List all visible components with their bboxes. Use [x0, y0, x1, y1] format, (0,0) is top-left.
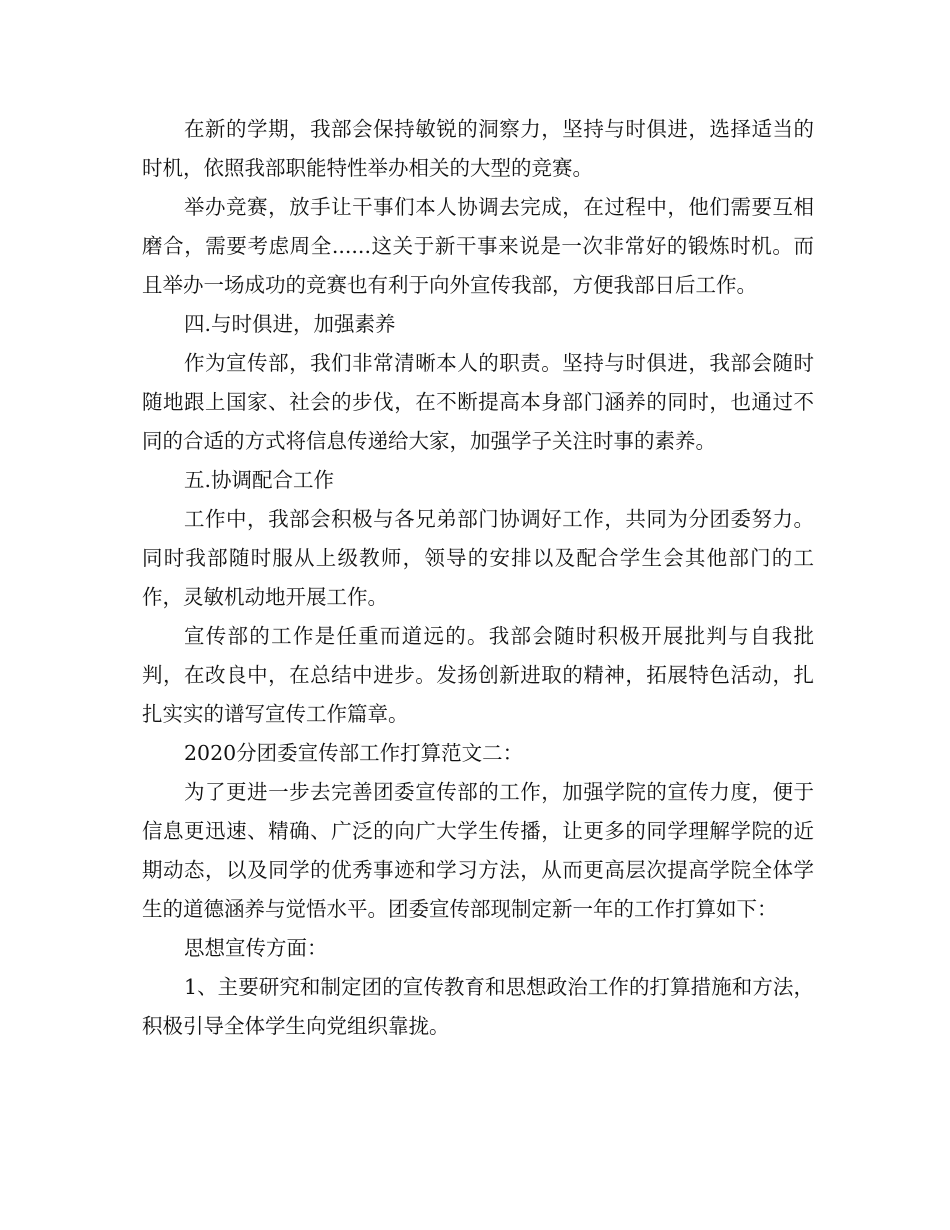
section-heading-five: 五.协调配合工作 [184, 468, 335, 492]
document-body [142, 110, 814, 1046]
subsection-ideology: 思想宣传方面： [184, 936, 328, 960]
paragraph-cooperation: 工作中，我部会积极与各兄弟部门协调好工作，共同为分团委努力。同时我部随时服从上级教师，领导的安排以及配合学生会其他部门的工作，灵敏机动地开展工作。 [142, 507, 814, 609]
list-item-1: 1、主要研究和制定团的宣传教育和思想政治工作的打算措施和方法，积极引导全体学生向党组织靠拢。 [142, 975, 814, 1038]
paragraph-plan-intro: 为了更进一步去完善团委宣传部的工作，加强学院的宣传力度，便于信息更迅速、精确、广泛的向广大学生传播，让更多的同学理解学院的近期动态，以及同学的优秀事迹和学习方法，从而更高层次提高学院全体学生的道德涵养与觉悟水平。团委宣传部现制定新一年的工作打算如下： [142, 780, 814, 921]
sample-two-title: 2020分团委宣传部工作打算范文二： [184, 741, 524, 765]
paragraph-new-semester: 在新的学期，我部会保持敏锐的洞察力，坚持与时俱进，选择适当的时机，依照我部职能特性举办相关的大型的竞赛。 [142, 117, 814, 180]
section-heading-four: 四.与时俱进，加强素养 [184, 312, 396, 336]
paragraph-summary: 宣传部的工作是任重而道远的。我部会随时积极开展批判与自我批判，在改良中，在总结中进步。发扬创新进取的精神，拓展特色活动，扎扎实实的谱写宣传工作篇章。 [142, 624, 814, 726]
paragraph-responsibility: 作为宣传部，我们非常清晰本人的职责。坚持与时俱进，我部会随时随地跟上国家、社会的步伐，在不断提高本身部门涵养的同时，也通过不同的合适的方式将信息传递给大家，加强学子关注时事的素养。 [142, 351, 814, 453]
paragraph-competition: 举办竞赛，放手让干事们本人协调去完成，在过程中，他们需要互相磨合，需要考虑周全......这关于新干事来说是一次非常好的锻炼时机。而且举办一场成功的竞赛也有利于向外宣传我部，方便我部日后工作。 [142, 195, 814, 297]
